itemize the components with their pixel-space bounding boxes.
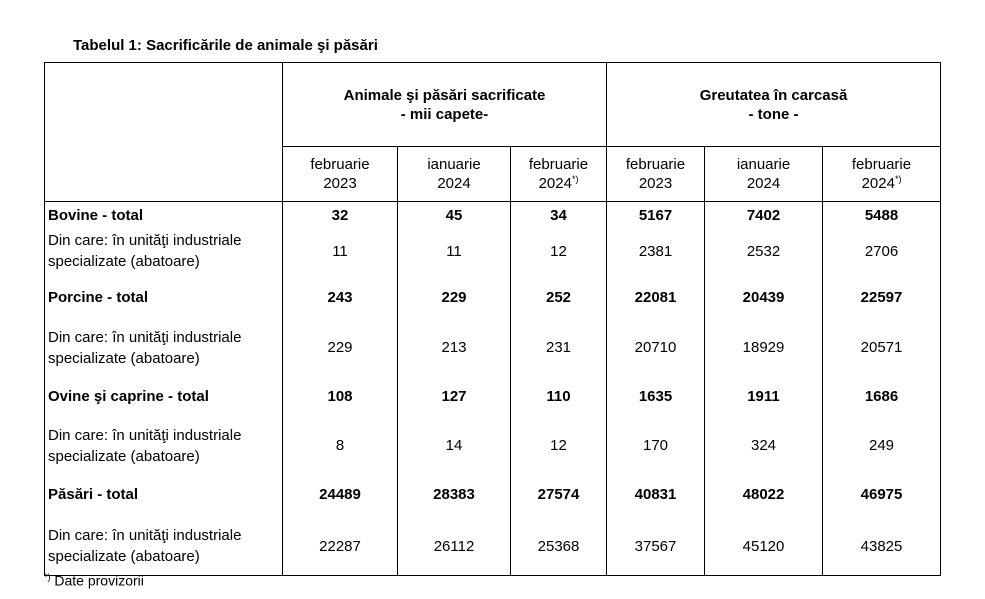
cell-value: 213 [398, 322, 511, 374]
row-label: Din care: în unităţi industriale specializate (abatoare) [45, 518, 283, 576]
footnote [44, 572, 144, 589]
cell-value: 28383 [398, 472, 511, 518]
cell-value: 40831 [607, 472, 705, 518]
footnote-mark: *) [44, 572, 51, 582]
group-header-line2: - mii capete- [400, 105, 489, 123]
footnote-text: Date provizorii [50, 572, 144, 589]
period-header: februarie 2023 [283, 147, 398, 202]
cell-value: 18929 [705, 322, 823, 374]
row-label: Porcine - total [45, 274, 283, 322]
cell-value: 243 [283, 274, 398, 322]
provisional-mark: *) [894, 174, 902, 184]
cell-value: 110 [511, 374, 607, 420]
cell-value: 11 [283, 229, 398, 274]
period-header: ianuarie 2024 [705, 147, 823, 202]
table-row [45, 274, 941, 322]
group-header-weight [607, 63, 941, 147]
table-title: Tabelul 1: Sacrificările de animale şi păsări [73, 37, 378, 54]
table-row [45, 518, 941, 576]
cell-value: 231 [511, 322, 607, 374]
row-label: Păsări - total [45, 472, 283, 518]
cell-value: 5167 [607, 202, 705, 229]
cell-value: 27574 [511, 472, 607, 518]
cell-value: 1686 [823, 374, 941, 420]
table-row [45, 472, 941, 518]
cell-value: 22081 [607, 274, 705, 322]
cell-value: 2532 [705, 229, 823, 274]
table-row [45, 202, 941, 229]
cell-value: 12 [511, 229, 607, 274]
cell-value: 5488 [823, 202, 941, 229]
cell-value: 46975 [823, 472, 941, 518]
table-row [45, 229, 941, 274]
table-row [45, 374, 941, 420]
group-header-line2: - tone - [748, 105, 799, 123]
period-header: februarie 2024*) [511, 147, 607, 202]
cell-value: 45120 [705, 518, 823, 576]
cell-value: 22287 [283, 518, 398, 576]
cell-value: 32 [283, 202, 398, 229]
cell-value: 252 [511, 274, 607, 322]
cell-value: 108 [283, 374, 398, 420]
table-row [45, 420, 941, 472]
cell-value: 127 [398, 374, 511, 420]
group-header-heads [283, 63, 607, 147]
cell-value: 2706 [823, 229, 941, 274]
row-label: Din care: în unităţi industriale specializate (abatoare) [45, 322, 283, 374]
row-label: Din care: în unităţi industriale specializate (abatoare) [45, 229, 283, 274]
cell-value: 25368 [511, 518, 607, 576]
cell-value: 24489 [283, 472, 398, 518]
provisional-mark: *) [571, 174, 579, 184]
period-header: februarie 2023 [607, 147, 705, 202]
cell-value: 2381 [607, 229, 705, 274]
cell-value: 48022 [705, 472, 823, 518]
cell-value: 43825 [823, 518, 941, 576]
cell-value: 20710 [607, 322, 705, 374]
group-header-line1: Greutatea în carcasă [699, 86, 848, 104]
row-label: Bovine - total [45, 202, 283, 229]
cell-value: 22597 [823, 274, 941, 322]
cell-value: 229 [398, 274, 511, 322]
cell-value: 26112 [398, 518, 511, 576]
cell-value: 34 [511, 202, 607, 229]
cell-value: 7402 [705, 202, 823, 229]
table-row [45, 322, 941, 374]
cell-value: 20439 [705, 274, 823, 322]
period-header: ianuarie 2024 [398, 147, 511, 202]
cell-value: 11 [398, 229, 511, 274]
cell-value: 12 [511, 420, 607, 472]
cell-value: 170 [607, 420, 705, 472]
cell-value: 14 [398, 420, 511, 472]
cell-value: 45 [398, 202, 511, 229]
cell-value: 8 [283, 420, 398, 472]
header-corner [45, 63, 283, 202]
cell-value: 324 [705, 420, 823, 472]
row-label: Ovine şi caprine - total [45, 374, 283, 420]
cell-value: 229 [283, 322, 398, 374]
cell-value: 20571 [823, 322, 941, 374]
group-header-line1: Animale şi păsări sacrificate [343, 86, 546, 104]
period-header: februarie 2024*) [823, 147, 941, 202]
cell-value: 37567 [607, 518, 705, 576]
row-label: Din care: în unităţi industriale specializate (abatoare) [45, 420, 283, 472]
slaughter-table [44, 62, 941, 576]
cell-value: 1635 [607, 374, 705, 420]
cell-value: 249 [823, 420, 941, 472]
cell-value: 1911 [705, 374, 823, 420]
